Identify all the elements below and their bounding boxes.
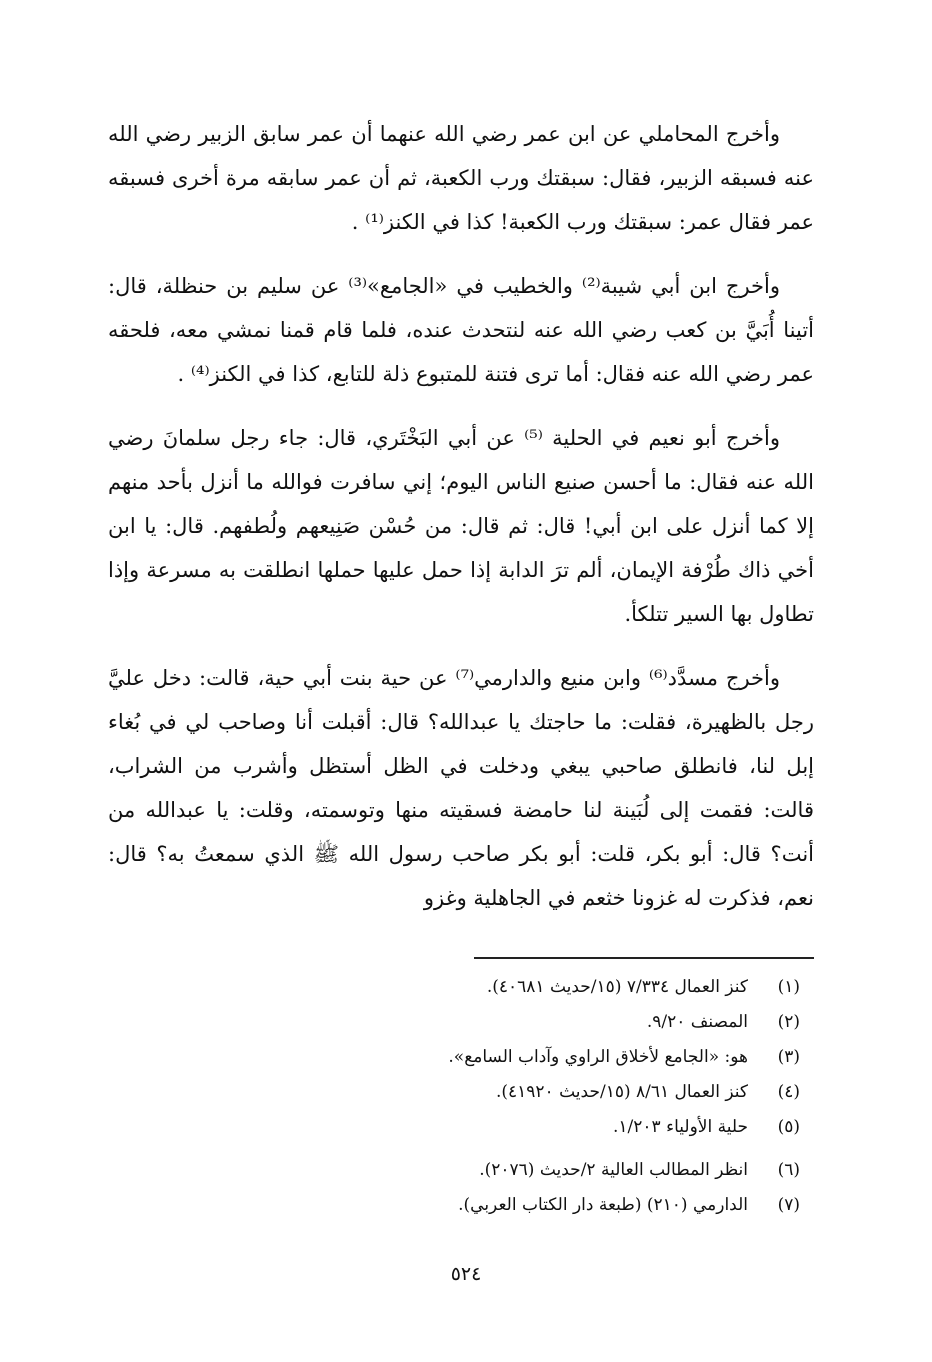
paragraph: وأخرج المحاملي عن ابن عمر رضي الله عنهما أن عمر سابق الزبير رضي الله عنه فسبقه الزبير، فقال: سبقتك ورب الكعبة، ثم أن عمر سابقه مرة أخرى فسبقه عمر فقال عمر: سبقتك ورب الكعبة! كذا في الكنز⁽¹⁾ . [108,122,814,234]
footnote [300,1153,800,1188]
footnote-number: (٧) [777,1195,800,1215]
footnote-text: الدارمي (٢١٠) (طبعة دار الكتاب العربي). [458,1195,748,1215]
footnote-separator [474,957,814,959]
paragraph: وأخرج مسدَّد⁽⁶⁾ وابن منيع والدارمي⁽⁷⁾ عن حية بنت أبي حية، قالت: دخل عليَّ رجل بالظهيرة، فقلت: ما حاجتك يا عبدالله؟ قال: أقبلت أنا وصاحب لي في بُغاء إبل لنا، فانطلق صاحبي يبغي ودخلت في الظل أستظل وأشرب من الشراب، قالت: فقمت إلى لُبَينة لنا حامضة فسقيته منها وتوسمته، وقلت: يا عبدالله من أنت؟ قال: أبو بكر، قلت: أبو بكر صاحب رسول الله ﷺ الذي سمعتُ به؟ قال: نعم، فذكرت له غزونا خثعم في الجاهلية وغزو [108,666,814,910]
footnote [300,1188,800,1223]
footnotes [300,970,800,1223]
footnote-number: (١) [777,977,800,997]
footnote [300,1040,800,1075]
footnote-text: المصنف ٩/٢٠. [646,1012,748,1032]
footnote-number: (٥) [777,1117,800,1137]
footnote-text: هو: «الجامع لأخلاق الراوي وآداب السامع». [448,1047,748,1067]
footnote-number: (٦) [777,1160,800,1180]
footnote [300,1110,800,1145]
footnote [300,1005,800,1040]
footnote-number: (٢) [777,1012,800,1032]
main-text [108,112,814,940]
paragraph: وأخرج ابن أبي شيبة⁽²⁾ والخطيب في «الجامع»⁽³⁾ عن سليم بن حنظلة، قال: أتينا أُبَيَّ بن كعب رضي الله عنه لنتحدث عنده، فلما قام قمنا نمشي معه، فلحقه عمر رضي الله عنه فقال: أما ترى فتنة للمتبوع ذلة للتابع، كذا في الكنز⁽⁴⁾ . [108,274,814,386]
footnote [300,970,800,1005]
footnote-text: انظر المطالب العالية ٢/حديث (٢٠٧٦). [479,1160,748,1180]
footnote [300,1075,800,1110]
footnote-text: كنز العمال ٧/٣٣٤ (١٥/حديث ٤٠٦٨١). [486,977,748,997]
page-number: ٥٢٤ [450,1263,482,1285]
footnote-number: (٣) [777,1047,800,1067]
paragraph: وأخرج أبو نعيم في الحلية ⁽⁵⁾ عن أبي البَخْتَري، قال: جاء رجل سلمانَ رضي الله عنه فقال: ما أحسن صنيع الناس اليوم؛ إني سافرت فوالله ما أنزل بأحد منهم إلا كما أنزل على ابن أبي! قال: ثم قال: من حُسْن صَنِيعهم ولُطفهم. قال: يا ابن أخي ذاك طُرْفة الإيمان، ألم ترَ الدابة إذا حمل عليها حملها انطلقت به مسرعة وإذا تطاول بها السير تتلكأ. [108,426,814,626]
footnote-text: كنز العمال ٨/٦١ (١٥/حديث ٤١٩٢٠). [495,1082,748,1102]
footnote-number: (٤) [777,1082,800,1102]
footnote-text: حلية الأولياء ١/٢٠٣. [613,1117,748,1137]
